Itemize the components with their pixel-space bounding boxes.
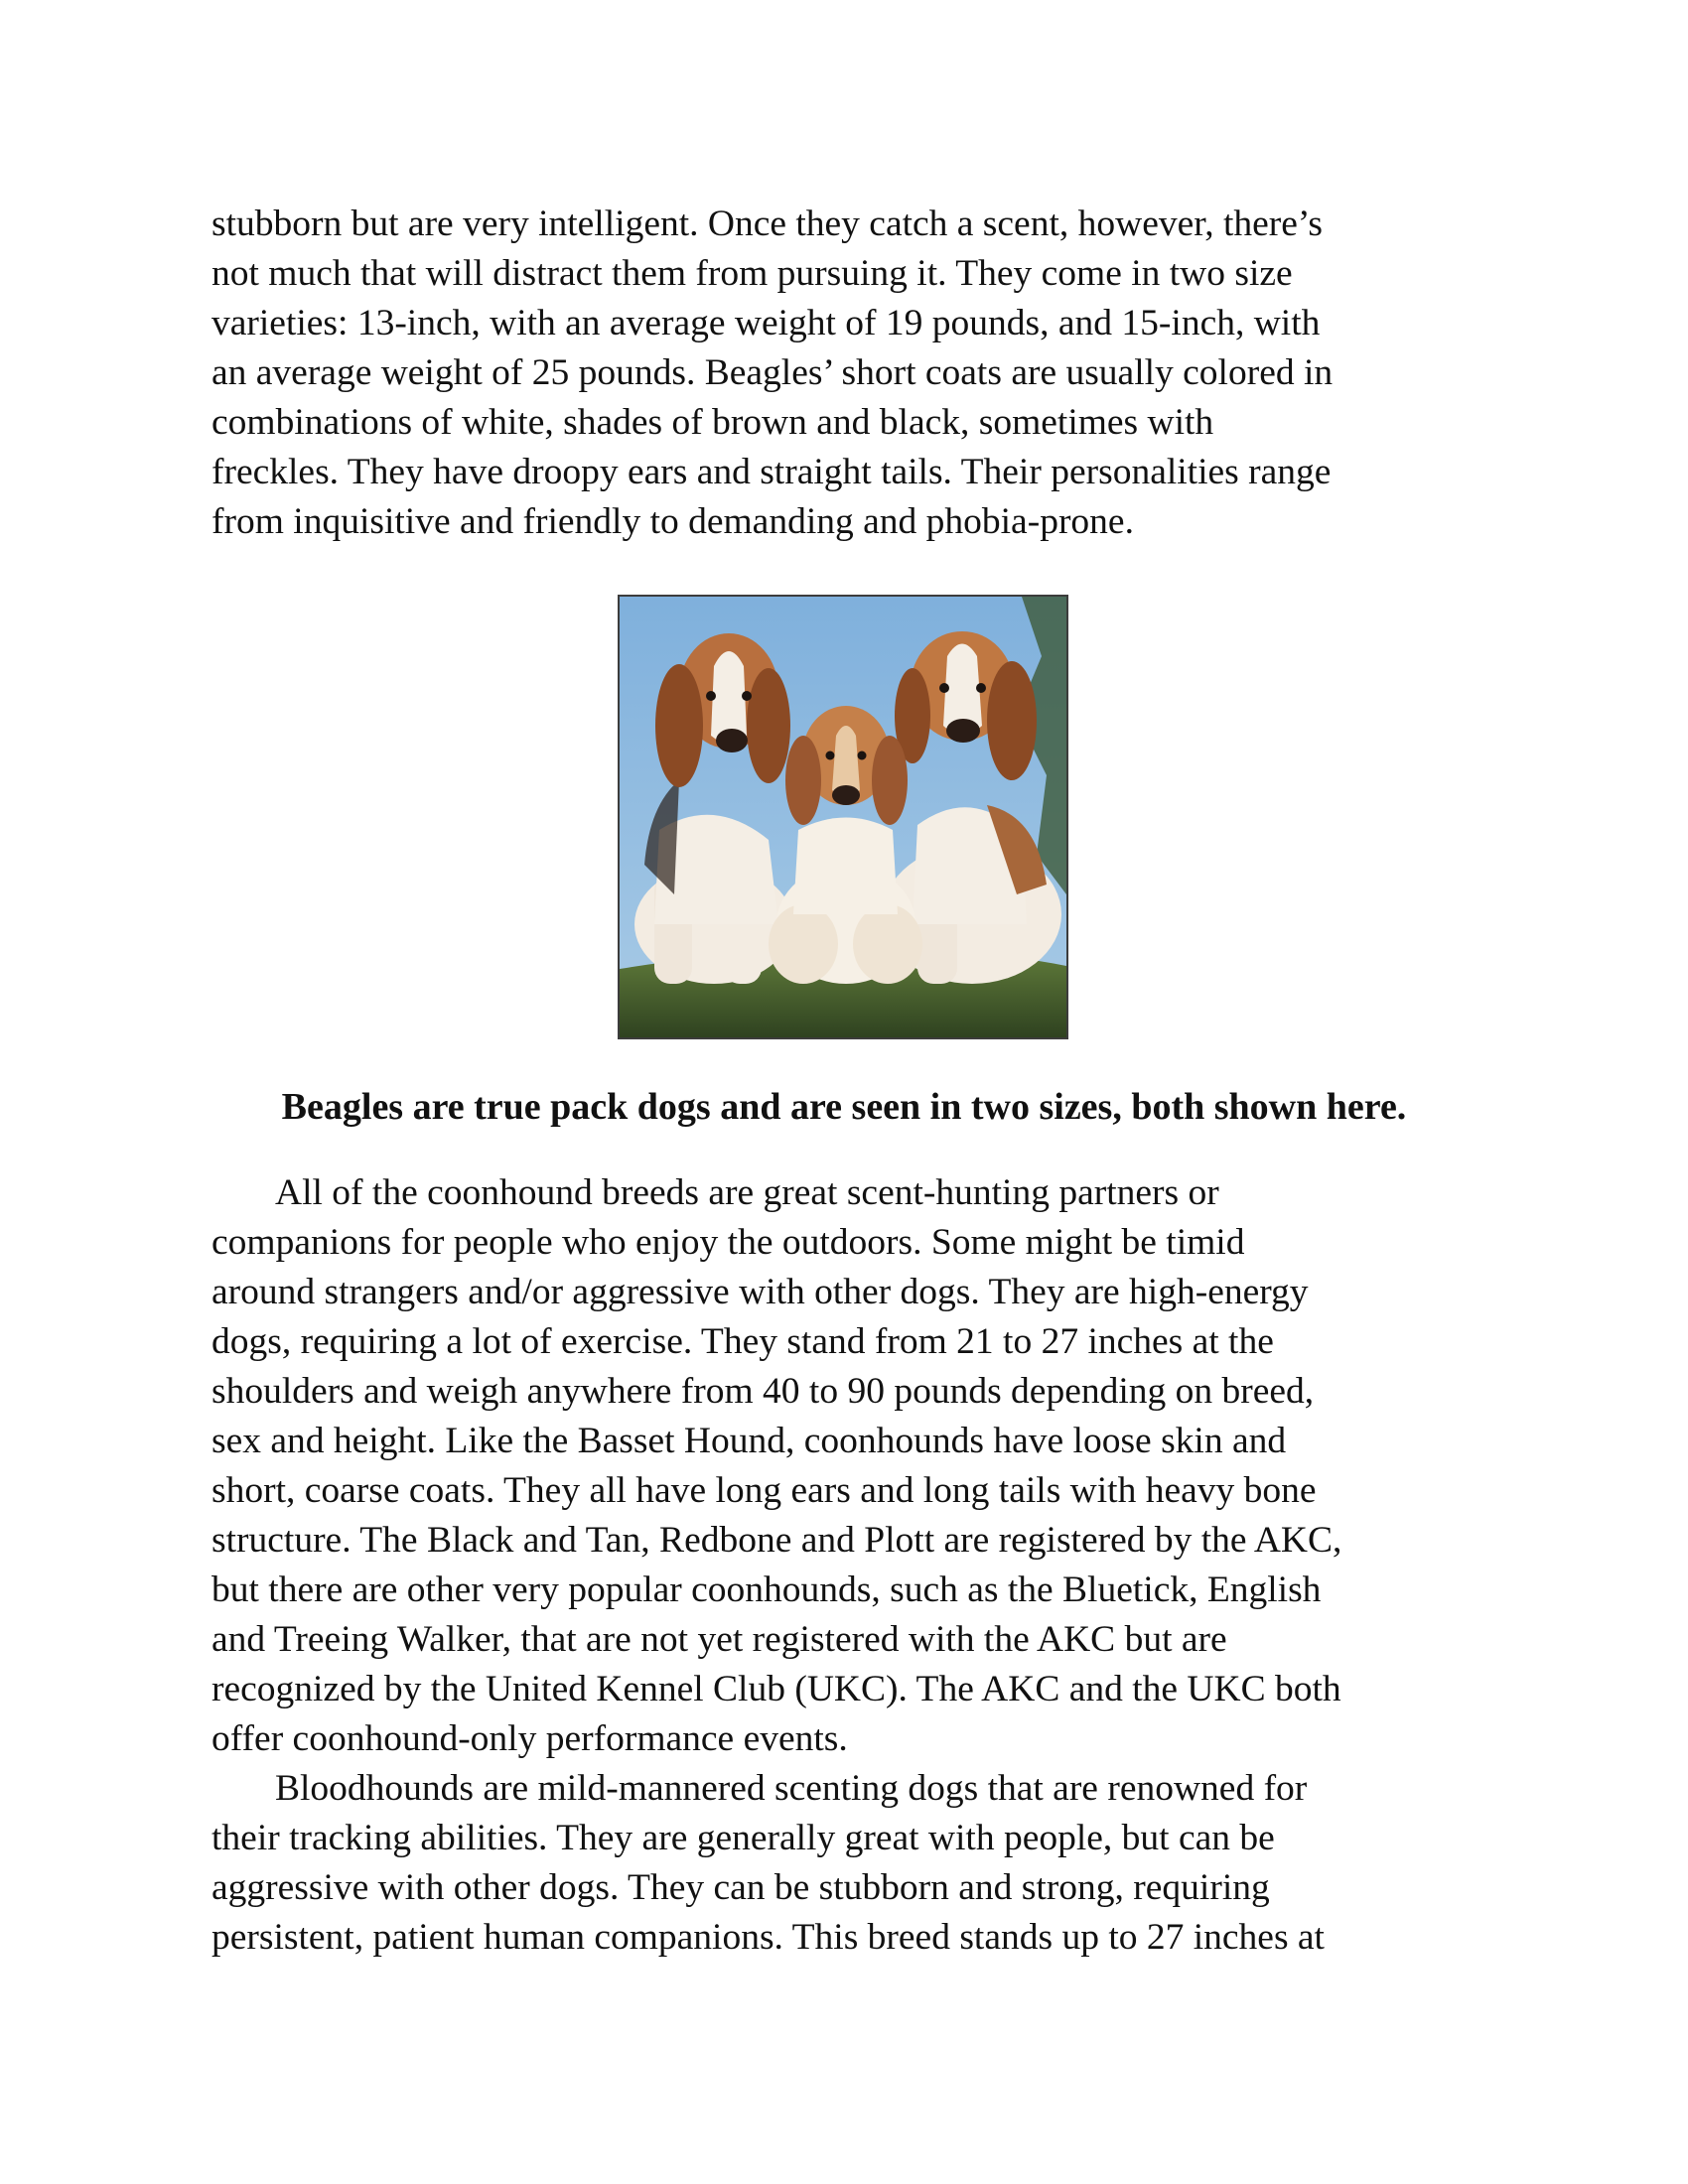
paragraph-line: combinations of white, shades of brown and black, sometimes with	[211, 402, 1214, 443]
body-paragraphs	[211, 1168, 1492, 1963]
paragraph-line: but there are other very popular coonhounds, such as the Bluetick, English	[211, 1570, 1322, 1610]
paragraph-line: from inquisitive and friendly to demanding and phobia-prone.	[211, 501, 1134, 542]
paragraph-line: varieties: 13-inch, with an average weight of 19 pounds, and 15-inch, with	[211, 303, 1321, 343]
intro-paragraph	[211, 200, 1492, 547]
paragraph-line: aggressive with other dogs. They can be stubborn and strong, requiring	[211, 1867, 1270, 1908]
paragraph-line: an average weight of 25 pounds. Beagles’ short coats are usually colored in	[211, 352, 1334, 393]
paragraph-line: freckles. They have droopy ears and straight tails. Their personalities range	[211, 452, 1332, 492]
paragraph-line: stubborn but are very intelligent. Once they catch a scent, however, there’s	[211, 204, 1323, 244]
paragraph-line: short, coarse coats. They all have long ears and long tails with heavy bone	[211, 1470, 1317, 1511]
paragraph-line: not much that will distract them from pursuing it. They come in two size	[211, 253, 1293, 294]
figure-caption: Beagles are true pack dogs and are seen in two sizes, both shown here.	[281, 1086, 1407, 1128]
paragraph-line: structure. The Black and Tan, Redbone and Plott are registered by the AKC,	[211, 1520, 1342, 1561]
paragraph-line: sex and height. Like the Basset Hound, coonhounds have loose skin and	[211, 1421, 1287, 1461]
paragraph-line: shoulders and weigh anywhere from 40 to 90 pounds depending on breed,	[211, 1371, 1315, 1412]
paragraph-line: dogs, requiring a lot of exercise. They stand from 21 to 27 inches at the	[211, 1321, 1274, 1362]
paragraph-line: around strangers and/or aggressive with other dogs. They are high-energy	[211, 1272, 1309, 1312]
paragraph-line: companions for people who enjoy the outdoors. Some might be timid	[211, 1222, 1245, 1263]
paragraph-line: recognized by the United Kennel Club (UKC). The AKC and the UKC both	[211, 1669, 1341, 1709]
paragraph-line: and Treeing Walker, that are not yet registered with the AKC but are	[211, 1619, 1227, 1660]
paragraph-line: offer coonhound-only performance events.	[211, 1718, 848, 1759]
paragraph-line: All of the coonhound breeds are great scent-hunting partners or	[275, 1172, 1219, 1213]
paragraph-line: persistent, patient human companions. This breed stands up to 27 inches at	[211, 1917, 1325, 1958]
three-beagles-photo	[618, 595, 1068, 1039]
paragraph-line: Bloodhounds are mild-mannered scenting dogs that are renowned for	[275, 1768, 1308, 1809]
paragraph-line: their tracking abilities. They are generally great with people, but can be	[211, 1818, 1275, 1858]
